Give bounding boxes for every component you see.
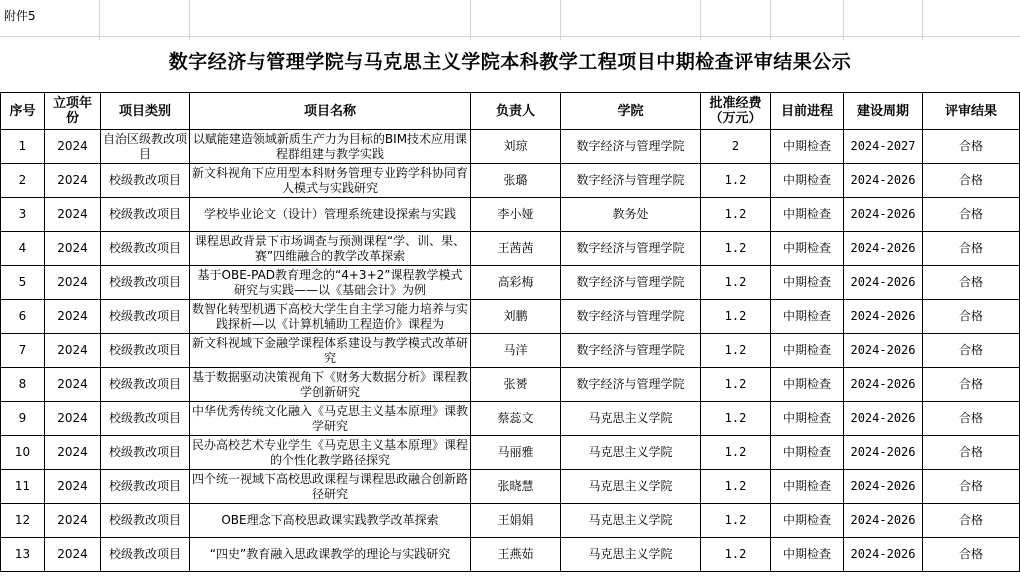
cell-year: 2024 bbox=[45, 402, 101, 436]
cell-seq: 8 bbox=[1, 368, 45, 402]
cell-leader: 李小娅 bbox=[471, 198, 561, 232]
cell-project-name: 数智化转型机遇下高校大学生自主学习能力培养与实践探析—以《计算机辅助工程造价》课程为 bbox=[190, 300, 471, 334]
cell-leader: 马丽雅 bbox=[471, 436, 561, 470]
cell-project-name: 以赋能建造领域新质生产力为目标的BIM技术应用课程群组建与教学实践 bbox=[190, 130, 471, 164]
cell-result: 合格 bbox=[923, 402, 1020, 436]
table-row bbox=[1, 334, 1020, 368]
cell-category: 校级教改项目 bbox=[101, 504, 190, 538]
grid-line bbox=[189, 0, 190, 40]
table-row bbox=[1, 266, 1020, 300]
cell-college: 马克思主义学院 bbox=[561, 436, 701, 470]
cell-seq: 7 bbox=[1, 334, 45, 368]
header-funding: 批准经费（万元） bbox=[701, 93, 771, 130]
header-progress: 目前进程 bbox=[771, 93, 844, 130]
grid-line bbox=[470, 0, 471, 40]
header-period: 建设周期 bbox=[844, 93, 923, 130]
cell-funding: 1.2 bbox=[701, 470, 771, 504]
header-row bbox=[1, 93, 1020, 130]
cell-seq: 10 bbox=[1, 436, 45, 470]
cell-year: 2024 bbox=[45, 436, 101, 470]
table-row bbox=[1, 300, 1020, 334]
cell-project-name: 新文科视角下应用型本科财务管理专业跨学科协同育人模式与实践研究 bbox=[190, 164, 471, 198]
cell-seq: 6 bbox=[1, 300, 45, 334]
cell-leader: 张赟 bbox=[471, 368, 561, 402]
cell-result: 合格 bbox=[923, 504, 1020, 538]
cell-funding: 1.2 bbox=[701, 402, 771, 436]
cell-funding: 1.2 bbox=[701, 164, 771, 198]
cell-progress: 中期检查 bbox=[771, 300, 844, 334]
cell-college: 马克思主义学院 bbox=[561, 402, 701, 436]
header-college: 学院 bbox=[561, 93, 701, 130]
cell-project-name: 学校毕业论文（设计）管理系统建设探索与实践 bbox=[190, 198, 471, 232]
header-seq: 序号 bbox=[1, 93, 45, 130]
cell-funding: 1.2 bbox=[701, 436, 771, 470]
cell-leader: 刘鹏 bbox=[471, 300, 561, 334]
cell-funding: 2 bbox=[701, 130, 771, 164]
cell-period: 2024-2026 bbox=[844, 232, 923, 266]
cell-year: 2024 bbox=[45, 504, 101, 538]
grid-line bbox=[770, 0, 771, 40]
cell-project-name: 四个统一视域下高校思政课程与课程思政融合创新路径研究 bbox=[190, 470, 471, 504]
cell-year: 2024 bbox=[45, 130, 101, 164]
cell-funding: 1.2 bbox=[701, 300, 771, 334]
cell-project-name: 新文科视域下金融学课程体系建设与教学模式改革研究 bbox=[190, 334, 471, 368]
cell-period: 2024-2026 bbox=[844, 470, 923, 504]
cell-funding: 1.2 bbox=[701, 538, 771, 572]
cell-result: 合格 bbox=[923, 368, 1020, 402]
cell-progress: 中期检查 bbox=[771, 368, 844, 402]
cell-seq: 13 bbox=[1, 538, 45, 572]
cell-period: 2024-2026 bbox=[844, 334, 923, 368]
results-table bbox=[0, 92, 1020, 572]
cell-funding: 1.2 bbox=[701, 368, 771, 402]
cell-category: 校级教改项目 bbox=[101, 198, 190, 232]
cell-period: 2024-2026 bbox=[844, 368, 923, 402]
cell-seq: 1 bbox=[1, 130, 45, 164]
cell-category: 自治区级教改项目 bbox=[101, 130, 190, 164]
table-row bbox=[1, 504, 1020, 538]
cell-category: 校级教改项目 bbox=[101, 470, 190, 504]
cell-year: 2024 bbox=[45, 300, 101, 334]
cell-result: 合格 bbox=[923, 266, 1020, 300]
cell-progress: 中期检查 bbox=[771, 402, 844, 436]
cell-seq: 4 bbox=[1, 232, 45, 266]
cell-period: 2024-2026 bbox=[844, 164, 923, 198]
cell-funding: 1.2 bbox=[701, 334, 771, 368]
cell-college: 教务处 bbox=[561, 198, 701, 232]
cell-progress: 中期检查 bbox=[771, 130, 844, 164]
cell-period: 2024-2026 bbox=[844, 436, 923, 470]
cell-year: 2024 bbox=[45, 266, 101, 300]
cell-project-name: “四史”教育融入思政课教学的理论与实践研究 bbox=[190, 538, 471, 572]
cell-leader: 刘琼 bbox=[471, 130, 561, 164]
table-body bbox=[1, 130, 1020, 572]
cell-period: 2024-2026 bbox=[844, 538, 923, 572]
cell-progress: 中期检查 bbox=[771, 538, 844, 572]
cell-seq: 12 bbox=[1, 504, 45, 538]
header-result: 评审结果 bbox=[923, 93, 1020, 130]
cell-result: 合格 bbox=[923, 436, 1020, 470]
cell-funding: 1.2 bbox=[701, 198, 771, 232]
cell-category: 校级教改项目 bbox=[101, 300, 190, 334]
cell-seq: 5 bbox=[1, 266, 45, 300]
cell-progress: 中期检查 bbox=[771, 266, 844, 300]
cell-result: 合格 bbox=[923, 130, 1020, 164]
cell-year: 2024 bbox=[45, 538, 101, 572]
table-row bbox=[1, 368, 1020, 402]
cell-college: 数字经济与管理学院 bbox=[561, 130, 701, 164]
cell-result: 合格 bbox=[923, 470, 1020, 504]
cell-leader: 高彩梅 bbox=[471, 266, 561, 300]
cell-funding: 1.2 bbox=[701, 504, 771, 538]
header-leader: 负责人 bbox=[471, 93, 561, 130]
cell-leader: 马洋 bbox=[471, 334, 561, 368]
cell-result: 合格 bbox=[923, 198, 1020, 232]
cell-category: 校级教改项目 bbox=[101, 266, 190, 300]
table-row bbox=[1, 402, 1020, 436]
grid-line bbox=[0, 36, 1020, 37]
cell-leader: 王燕茹 bbox=[471, 538, 561, 572]
cell-progress: 中期检查 bbox=[771, 198, 844, 232]
cell-progress: 中期检查 bbox=[771, 504, 844, 538]
cell-category: 校级教改项目 bbox=[101, 232, 190, 266]
cell-period: 2024-2027 bbox=[844, 130, 923, 164]
header-name: 项目名称 bbox=[190, 93, 471, 130]
table-row bbox=[1, 470, 1020, 504]
cell-leader: 蔡蕊文 bbox=[471, 402, 561, 436]
cell-seq: 11 bbox=[1, 470, 45, 504]
cell-category: 校级教改项目 bbox=[101, 334, 190, 368]
cell-funding: 1.2 bbox=[701, 232, 771, 266]
cell-year: 2024 bbox=[45, 368, 101, 402]
cell-category: 校级教改项目 bbox=[101, 368, 190, 402]
cell-college: 数字经济与管理学院 bbox=[561, 300, 701, 334]
cell-leader: 王茜茜 bbox=[471, 232, 561, 266]
cell-result: 合格 bbox=[923, 538, 1020, 572]
cell-project-name: OBE理念下高校思政课实践教学改革探索 bbox=[190, 504, 471, 538]
cell-project-name: 基于OBE-PAD教育理念的“4+3+2”课程教学模式研究与实践——以《基础会计》为例 bbox=[190, 266, 471, 300]
cell-year: 2024 bbox=[45, 470, 101, 504]
cell-category: 校级教改项目 bbox=[101, 402, 190, 436]
cell-category: 校级教改项目 bbox=[101, 538, 190, 572]
cell-college: 数字经济与管理学院 bbox=[561, 334, 701, 368]
cell-college: 数字经济与管理学院 bbox=[561, 266, 701, 300]
cell-seq: 3 bbox=[1, 198, 45, 232]
table-row bbox=[1, 130, 1020, 164]
header-category: 项目类别 bbox=[101, 93, 190, 130]
cell-college: 马克思主义学院 bbox=[561, 470, 701, 504]
cell-result: 合格 bbox=[923, 300, 1020, 334]
page-title: 数字经济与管理学院与马克思主义学院本科教学工程项目中期检查评审结果公示 bbox=[168, 51, 852, 73]
cell-result: 合格 bbox=[923, 334, 1020, 368]
cell-period: 2024-2026 bbox=[844, 504, 923, 538]
table-row bbox=[1, 164, 1020, 198]
grid-line bbox=[700, 0, 701, 40]
table-row bbox=[1, 436, 1020, 470]
grid-line bbox=[99, 0, 100, 40]
grid-line bbox=[922, 0, 923, 40]
cell-progress: 中期检查 bbox=[771, 470, 844, 504]
cell-college: 马克思主义学院 bbox=[561, 504, 701, 538]
table-row bbox=[1, 538, 1020, 572]
cell-category: 校级教改项目 bbox=[101, 436, 190, 470]
attachment-label: 附件5 bbox=[4, 9, 36, 23]
cell-college: 数字经济与管理学院 bbox=[561, 164, 701, 198]
cell-year: 2024 bbox=[45, 334, 101, 368]
cell-seq: 2 bbox=[1, 164, 45, 198]
cell-period: 2024-2026 bbox=[844, 402, 923, 436]
cell-result: 合格 bbox=[923, 232, 1020, 266]
cell-project-name: 基于数据驱动决策视角下《财务大数据分析》课程教学创新研究 bbox=[190, 368, 471, 402]
cell-year: 2024 bbox=[45, 164, 101, 198]
cell-college: 马克思主义学院 bbox=[561, 538, 701, 572]
grid-line bbox=[560, 0, 561, 40]
cell-seq: 9 bbox=[1, 402, 45, 436]
cell-category: 校级教改项目 bbox=[101, 164, 190, 198]
cell-period: 2024-2026 bbox=[844, 266, 923, 300]
cell-year: 2024 bbox=[45, 232, 101, 266]
header-year: 立项年份 bbox=[45, 93, 101, 130]
cell-year: 2024 bbox=[45, 198, 101, 232]
cell-progress: 中期检查 bbox=[771, 164, 844, 198]
cell-result: 合格 bbox=[923, 164, 1020, 198]
grid-line bbox=[843, 0, 844, 40]
cell-period: 2024-2026 bbox=[844, 300, 923, 334]
cell-college: 数字经济与管理学院 bbox=[561, 368, 701, 402]
table-row bbox=[1, 198, 1020, 232]
cell-progress: 中期检查 bbox=[771, 334, 844, 368]
cell-college: 数字经济与管理学院 bbox=[561, 232, 701, 266]
cell-progress: 中期检查 bbox=[771, 232, 844, 266]
cell-project-name: 中华优秀传统文化融入《马克思主义基本原理》课教学研究 bbox=[190, 402, 471, 436]
table-row bbox=[1, 232, 1020, 266]
cell-leader: 张晓慧 bbox=[471, 470, 561, 504]
cell-leader: 王娟娟 bbox=[471, 504, 561, 538]
cell-project-name: 民办高校艺术专业学生《马克思主义基本原理》课程的个性化教学路径探究 bbox=[190, 436, 471, 470]
cell-funding: 1.2 bbox=[701, 266, 771, 300]
cell-progress: 中期检查 bbox=[771, 436, 844, 470]
cell-leader: 张璐 bbox=[471, 164, 561, 198]
cell-project-name: 课程思政背景下市场调查与预测课程“学、训、果、赛”四维融合的教学改革探索 bbox=[190, 232, 471, 266]
cell-period: 2024-2026 bbox=[844, 198, 923, 232]
